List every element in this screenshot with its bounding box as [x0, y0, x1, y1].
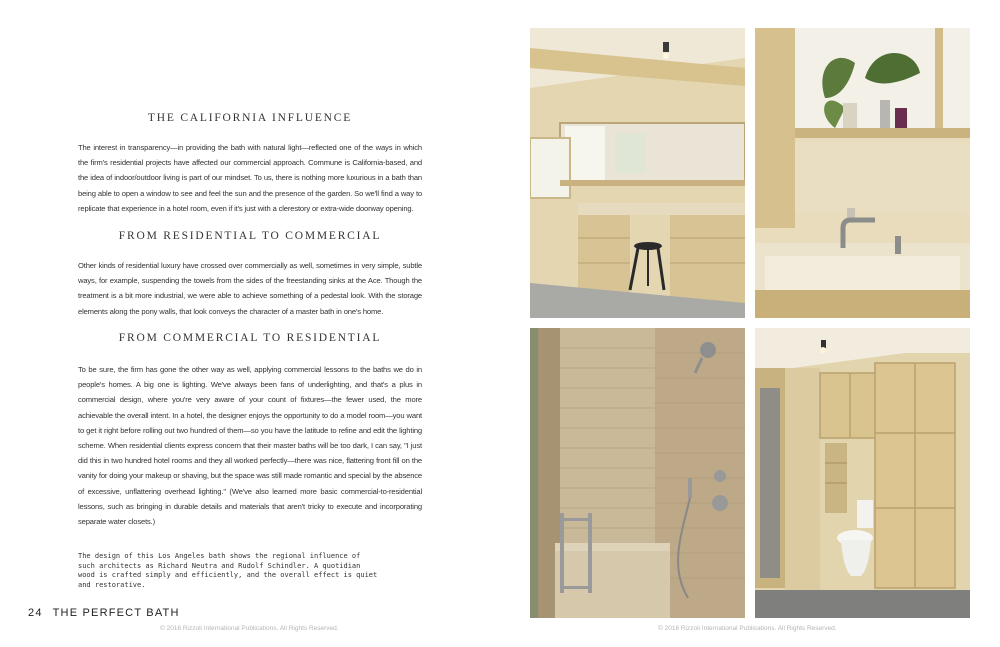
paragraph-commercial-to-residential: To be sure, the firm has gone the other way as well, applying commercial lessons to the baths we do in people's homes. A big one is lighting. We've always been fans of underlighting, and that's a plus in commercial design, where you're very aware of your count of fixtures—the fewer used, the more achievable the overall intent. In a hotel, the designer enjoys the opportunity to do a model room—you want to get it right before rolling out two hundred of them—so you have the latitude to refine and edit the lighting scheme. When residential clients express concern that their master baths will be too dark, I can say, "I just did this in two hundred hotel rooms and they all worked perfectly—there was nice, flattering front fill on the vanity for doing your makeup or shaving, but the space was still made romantic and special by the absence of excessive, unflattering overhead lighting." (We've also learned more basic commercial-to-residential lessons, such as bringing in durable details and materials that aren't tricky to execute and incorporating separate water closets.)	[78, 365, 422, 527]
running-footer	[28, 607, 180, 619]
page-number: 24	[28, 607, 43, 619]
photo-sink-plant	[755, 28, 970, 318]
paragraph-california-influence: The interest in transparency—in providing the bath with natural light—reflected one of the ways in which the firm's residential projects have affected our commercial approach. Commune is California-based, and the idea of indoor/outdoor living is part of our mindset. To us, there is nothing more luxurious in a bath than being able to open a window to see and feel the sun and the presence of the garden. So we'll find a way to replicate that experience in a hotel room, even if it's just with a clerestory or extra-wide doorway opening.	[78, 143, 422, 213]
copyright-left: © 2016 Rizzoli International Publications. All Rights Reserved.	[160, 625, 339, 632]
photo-water-closet	[755, 328, 970, 618]
heading-commercial-to-residential: FROM COMMERCIAL TO RESIDENTIAL	[118, 332, 382, 344]
right-page	[500, 0, 1000, 647]
paragraph-residential-to-commercial: Other kinds of residential luxury have crossed over commercially as well, sometimes in very simple, subtle ways, for example, suspending the towels from the sides of the freestanding sinks at the Ace. Though the treatment is a bit more industrial, we were able to achieve something of a pedestal look. With the storage elements along the pony walls, that look conveys the character of a master bath in one's home.	[78, 261, 422, 316]
photo-vanity	[530, 28, 745, 318]
heading-residential-to-commercial: FROM RESIDENTIAL TO COMMERCIAL	[118, 230, 382, 242]
running-title: THE PERFECT BATH	[52, 607, 180, 619]
photo-tiled-shower	[530, 328, 745, 618]
heading-california-influence: THE CALIFORNIA INFLUENCE	[147, 112, 353, 124]
photo-caption: The design of this Los Angeles bath shows the regional influence of such architects as Richard Neutra and Rudolf Schindler. A quotidian wood is crafted simply and efficiently, and the overall effect is quiet and restorative.	[78, 552, 378, 589]
copyright-right: © 2016 Rizzoli International Publications. All Rights Reserved.	[658, 625, 837, 632]
